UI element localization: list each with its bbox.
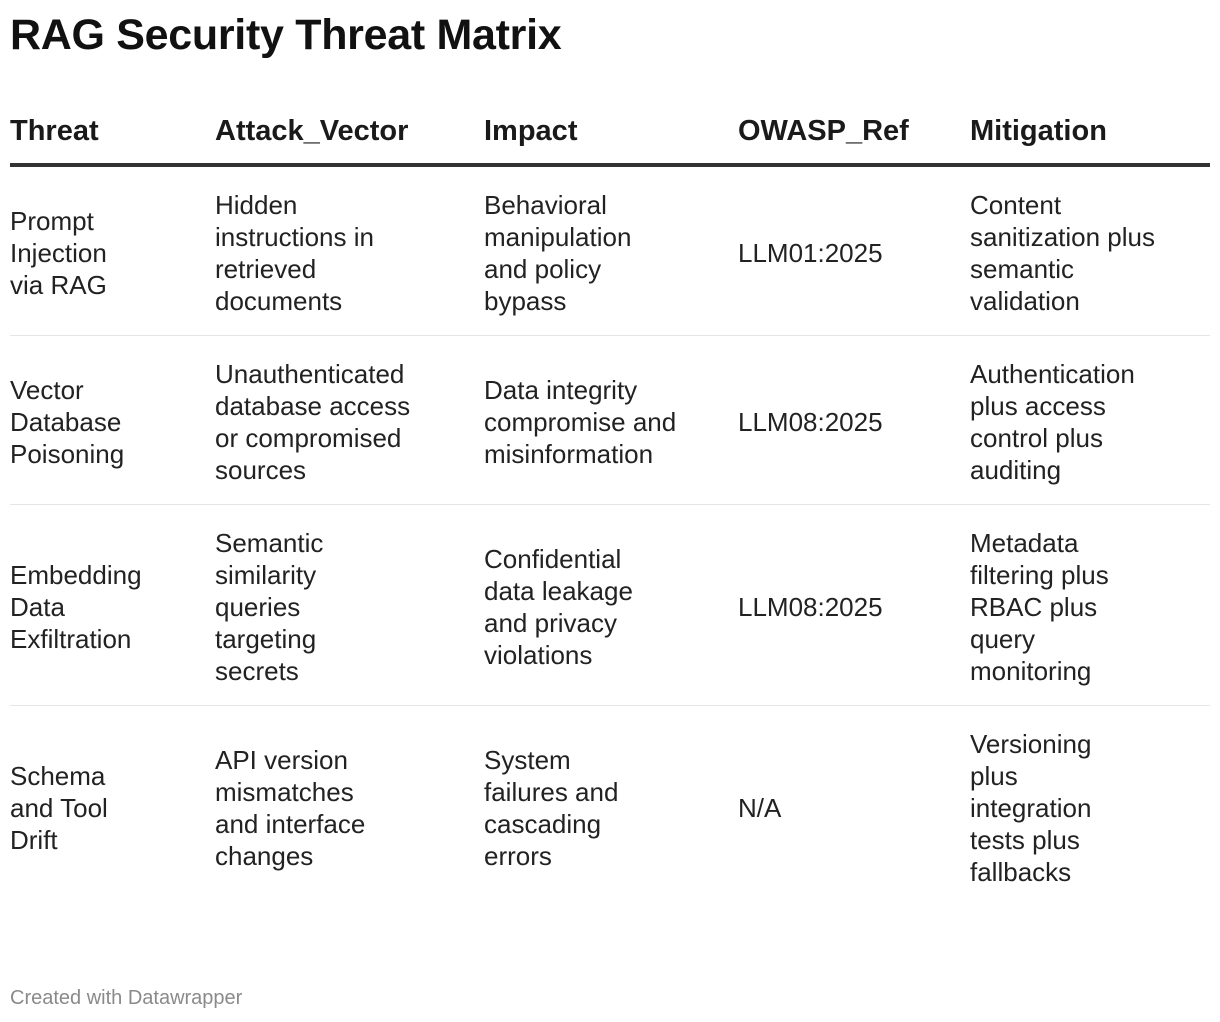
attack-vector-cell [215, 505, 484, 706]
impact-cell [484, 165, 738, 336]
impact-cell [484, 706, 738, 907]
threat-matrix-table [10, 104, 1210, 906]
column-header-mitigation: Mitigation [970, 104, 1210, 165]
cell-text: LLM01:2025 [738, 238, 883, 268]
cell-text: Schema and Tool Drift [10, 761, 108, 855]
attack-vector-cell [215, 336, 484, 505]
cell-text: Confidential data leakage and privacy violations [484, 544, 633, 670]
cell-text: Semantic similarity queries targeting secrets [215, 528, 324, 686]
mitigation-cell [970, 505, 1210, 706]
impact-cell [484, 505, 738, 706]
cell-text: N/A [738, 793, 782, 823]
cell-text: Content sanitization plus semantic validation [970, 190, 1155, 316]
header-row [10, 104, 1210, 165]
table-row [10, 505, 1210, 706]
threat-cell [10, 336, 215, 505]
threat-cell [10, 505, 215, 706]
cell-text: Metadata filtering plus RBAC plus query monitoring [970, 528, 1109, 686]
owasp-ref-cell [738, 706, 970, 907]
cell-text: Data integrity compromise and misinformation [484, 375, 677, 469]
mitigation-cell [970, 165, 1210, 336]
cell-text: Hidden instructions in retrieved documents [215, 190, 374, 316]
cell-text: LLM08:2025 [738, 592, 883, 622]
column-header-impact: Impact [484, 104, 738, 165]
cell-text: Embedding Data Exfiltration [10, 560, 142, 654]
threat-cell [10, 706, 215, 907]
cell-text: Unauthenticated database access or compromised sources [215, 359, 411, 485]
impact-cell [484, 336, 738, 505]
cell-text: Prompt Injection via RAG [10, 206, 107, 300]
threat-cell [10, 165, 215, 336]
mitigation-cell [970, 706, 1210, 907]
owasp-ref-cell [738, 336, 970, 505]
table-row [10, 165, 1210, 336]
cell-text: System failures and cascading errors [484, 745, 619, 871]
cell-text: Behavioral manipulation and policy bypass [484, 190, 632, 316]
column-header-threat: Threat [10, 104, 215, 165]
column-header-attack-vector: Attack_Vector [215, 104, 484, 165]
cell-text: Authentication plus access control plus auditing [970, 359, 1135, 485]
cell-text: LLM08:2025 [738, 407, 883, 437]
table-row [10, 706, 1210, 907]
chart-title: RAG Security Threat Matrix [10, 11, 562, 59]
column-header-owasp-ref: OWASP_Ref [738, 104, 970, 165]
table-row [10, 336, 1210, 505]
mitigation-cell [970, 336, 1210, 505]
owasp-ref-cell [738, 165, 970, 336]
owasp-ref-cell [738, 505, 970, 706]
attack-vector-cell [215, 706, 484, 907]
credit-footer: Created with Datawrapper [10, 987, 243, 1009]
cell-text: Versioning plus integration tests plus fallbacks [970, 729, 1092, 887]
attack-vector-cell [215, 165, 484, 336]
cell-text: API version mismatches and interface changes [215, 745, 366, 871]
cell-text: Vector Database Poisoning [10, 375, 125, 469]
